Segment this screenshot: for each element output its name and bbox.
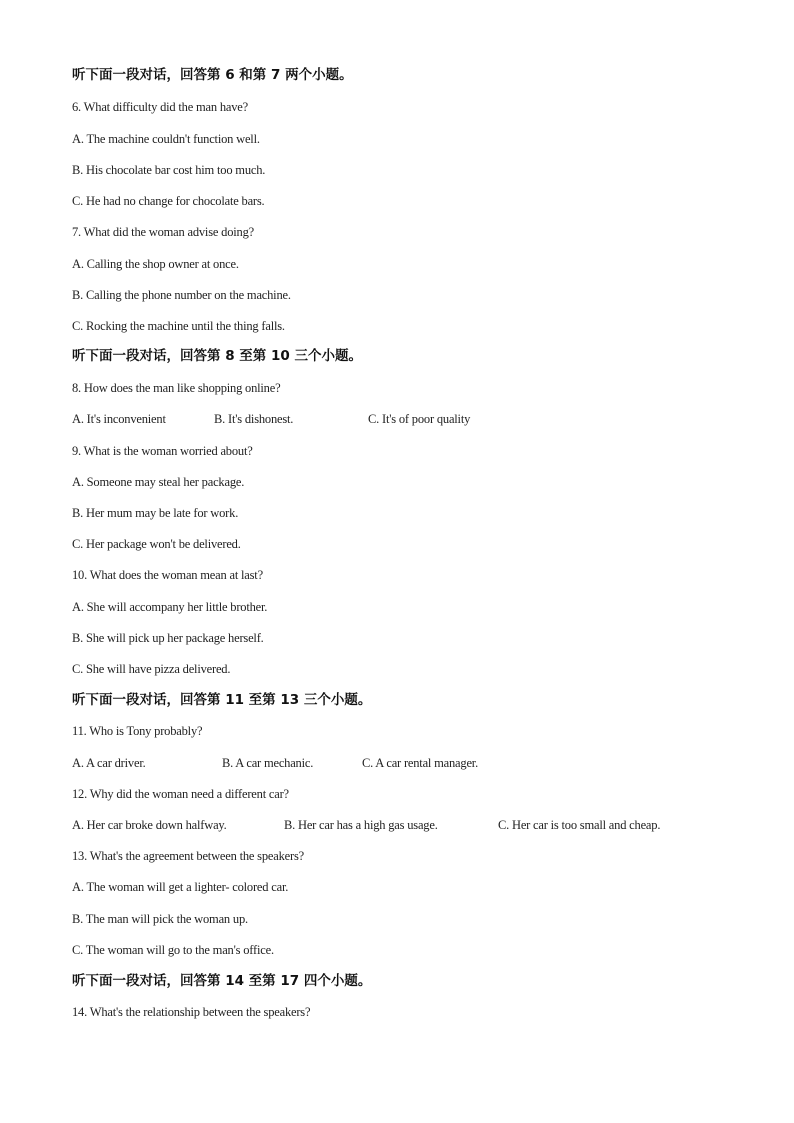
answer-option: C. It's of poor quality bbox=[368, 412, 471, 426]
answer-option: B. His chocolate bar cost him too much. bbox=[72, 163, 266, 177]
answer-option: A. Her car broke down halfway. bbox=[72, 818, 227, 832]
answer-option: A. A car driver. bbox=[72, 756, 146, 770]
section-heading: 听下面一段对话，回答第 8 至第 10 三个小题。 bbox=[72, 348, 362, 364]
answer-option: A. Calling the shop owner at once. bbox=[72, 257, 239, 271]
question-stem: 13. What's the agreement between the speakers? bbox=[72, 849, 304, 863]
inline-options-row bbox=[72, 817, 762, 833]
answer-option: B. She will pick up her package herself. bbox=[72, 631, 264, 645]
question-stem: 12. Why did the woman need a different car? bbox=[72, 787, 289, 801]
question-stem: 9. What is the woman worried about? bbox=[72, 444, 253, 458]
answer-option: B. It's dishonest. bbox=[214, 412, 294, 426]
answer-option: C. Rocking the machine until the thing falls. bbox=[72, 319, 285, 333]
answer-option: B. Calling the phone number on the machine. bbox=[72, 288, 291, 302]
question-stem: 10. What does the woman mean at last? bbox=[72, 568, 263, 582]
answer-option: A. Someone may steal her package. bbox=[72, 475, 245, 489]
answer-option: C. Her car is too small and cheap. bbox=[498, 818, 661, 832]
answer-option: B. Her car has a high gas usage. bbox=[284, 818, 438, 832]
answer-option: C. He had no change for chocolate bars. bbox=[72, 194, 265, 208]
answer-option: A. It's inconvenient bbox=[72, 412, 166, 426]
answer-option: C. Her package won't be delivered. bbox=[72, 537, 241, 551]
section-heading: 听下面一段对话，回答第 11 至第 13 三个小题。 bbox=[72, 692, 372, 708]
answer-option: B. The man will pick the woman up. bbox=[72, 912, 248, 926]
exam-page bbox=[72, 0, 762, 1123]
question-stem: 7. What did the woman advise doing? bbox=[72, 225, 254, 239]
section-heading: 听下面一段对话，回答第 6 和第 7 两个小题。 bbox=[72, 67, 353, 83]
answer-option: C. The woman will go to the man's office. bbox=[72, 943, 274, 957]
answer-option: C. A car rental manager. bbox=[362, 756, 478, 770]
inline-options-row bbox=[72, 755, 762, 771]
answer-option: B. Her mum may be late for work. bbox=[72, 506, 239, 520]
question-stem: 14. What's the relationship between the speakers? bbox=[72, 1005, 311, 1019]
answer-option: A. She will accompany her little brother. bbox=[72, 600, 268, 614]
question-stem: 6. What difficulty did the man have? bbox=[72, 100, 248, 114]
answer-option: A. The woman will get a lighter- colored car. bbox=[72, 880, 289, 894]
question-stem: 11. Who is Tony probably? bbox=[72, 724, 203, 738]
section-heading: 听下面一段对话，回答第 14 至第 17 四个小题。 bbox=[72, 973, 372, 989]
answer-option: B. A car mechanic. bbox=[222, 756, 314, 770]
answer-option: C. She will have pizza delivered. bbox=[72, 662, 231, 676]
inline-options-row bbox=[72, 411, 762, 427]
answer-option: A. The machine couldn't function well. bbox=[72, 132, 260, 146]
question-stem: 8. How does the man like shopping online? bbox=[72, 381, 281, 395]
